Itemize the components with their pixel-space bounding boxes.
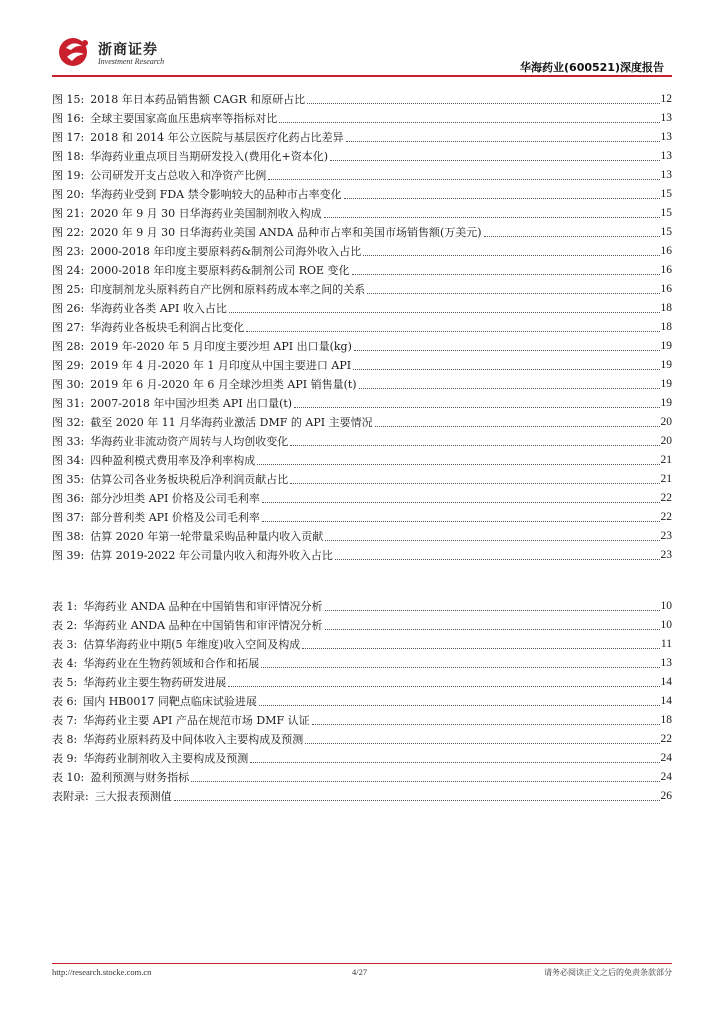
toc-entry-page: 21 <box>660 454 672 466</box>
figure-toc-entry[interactable] <box>52 373 672 392</box>
toc-entry-number: 图 26: <box>52 302 85 315</box>
dot-leader <box>324 213 660 218</box>
figure-toc-entry[interactable] <box>52 430 672 449</box>
toc-entry-title: 盈利预测与财务指标 <box>90 771 190 784</box>
dot-leader <box>294 403 659 408</box>
dot-leader <box>359 384 660 389</box>
dot-leader <box>290 441 659 446</box>
page-header <box>0 0 724 80</box>
dot-leader <box>191 777 659 782</box>
dot-leader <box>363 251 659 256</box>
toc-entry-number: 图 19: <box>52 169 85 182</box>
table-toc-entry[interactable] <box>52 766 672 785</box>
dot-leader <box>354 346 660 351</box>
toc-entry-page: 13 <box>660 150 672 162</box>
toc-entry-title: 华海药业非流动资产周转与人均创收变化 <box>90 435 289 448</box>
dot-leader <box>325 625 660 630</box>
toc-entry-number: 图 36: <box>52 492 85 505</box>
figure-toc-entry[interactable] <box>52 411 672 430</box>
dot-leader <box>228 682 659 687</box>
dot-leader <box>262 517 660 522</box>
dot-leader <box>259 701 660 706</box>
figure-toc-entry[interactable] <box>52 202 672 221</box>
toc-entry-title: 全球主要国家高血压患病率等指标对比 <box>90 112 278 125</box>
toc-entry-title: 华海药业在生物药领域和合作和拓展 <box>83 657 260 670</box>
dot-leader <box>250 758 659 763</box>
toc-entry-number: 表 4: <box>52 657 78 670</box>
toc-entry-page: 26 <box>660 790 672 802</box>
figure-toc-entry[interactable] <box>52 525 672 544</box>
dot-leader <box>375 422 660 427</box>
dot-leader <box>325 536 659 541</box>
toc-entry-title: 华海药业原料药及中间体收入主要构成及预测 <box>83 733 304 746</box>
toc-entry-page: 15 <box>660 188 672 200</box>
toc-entry-page: 20 <box>660 416 672 428</box>
toc-entry-number: 图 21: <box>52 207 85 220</box>
toc-entry-title: 估算 2020 年第一轮带量采购品种量内收入贡献 <box>90 530 324 543</box>
toc-entry-number: 图 32: <box>52 416 85 429</box>
header-rule <box>52 75 672 77</box>
dot-leader <box>330 156 659 161</box>
figure-toc-entry[interactable] <box>52 259 672 278</box>
figure-toc-entry[interactable] <box>52 392 672 411</box>
toc-entry-number: 图 28: <box>52 340 85 353</box>
dot-leader <box>352 270 660 275</box>
toc-entry-title: 估算华海药业中期(5 年维度)收入空间及构成 <box>83 638 301 651</box>
figure-toc-entry[interactable] <box>52 335 672 354</box>
toc-entry-title: 2000-2018 年印度主要原料药&制剂公司海外收入占比 <box>90 245 362 258</box>
toc-entry-page: 10 <box>660 600 672 612</box>
toc-entry-page: 12 <box>660 93 672 105</box>
toc-entry-title: 华海药业制剂收入主要构成及预测 <box>83 752 249 765</box>
toc-entry-number: 图 16: <box>52 112 85 125</box>
toc-entry-number: 图 20: <box>52 188 85 201</box>
report-title: 华海药业(600521)深度报告 <box>520 61 664 74</box>
dot-leader <box>302 644 660 649</box>
toc-entry-number: 图 17: <box>52 131 85 144</box>
figure-toc-entry[interactable] <box>52 487 672 506</box>
toc-entry-page: 15 <box>660 226 672 238</box>
toc-entry-title: 2000-2018 年印度主要原料药&制剂公司 ROE 变化 <box>90 264 350 277</box>
toc-entry-title: 华海药业主要生物药研发进展 <box>83 676 227 689</box>
toc-entry-number: 图 34: <box>52 454 85 467</box>
toc-entry-number: 表 3: <box>52 638 78 651</box>
toc-entry-title: 2018 和 2014 年公立医院与基层医疗化药占比差异 <box>90 131 344 144</box>
dot-leader <box>268 175 659 180</box>
toc-entry-page: 14 <box>660 676 672 688</box>
toc-entry-title: 2019 年 6 月-2020 年 6 月全球沙坦类 API 销售量(t) <box>90 378 357 391</box>
table-list <box>52 595 672 804</box>
figure-toc-entry[interactable] <box>52 297 672 316</box>
toc-entry-title: 2020 年 9 月 30 日华海药业美国制剂收入构成 <box>90 207 322 220</box>
table-toc-entry[interactable] <box>52 690 672 709</box>
figure-toc-entry[interactable] <box>52 88 672 107</box>
toc-entry-page: 10 <box>660 619 672 631</box>
toc-entry-title: 华海药业 ANDA 品种在中国销售和审评情况分析 <box>83 619 323 632</box>
dot-leader <box>307 99 659 104</box>
toc-entry-page: 23 <box>660 549 672 561</box>
toc-entry-page: 21 <box>660 473 672 485</box>
toc-entry-title: 部分沙坦类 API 价格及公司毛利率 <box>90 492 260 505</box>
dot-leader <box>257 460 659 465</box>
toc-entry-title: 2018 年日本药品销售额 CAGR 和原研占比 <box>90 93 306 106</box>
toc-entry-page: 19 <box>660 378 672 390</box>
figure-toc-entry[interactable] <box>52 126 672 145</box>
toc-entry-number: 图 35: <box>52 473 85 486</box>
table-toc-entry[interactable] <box>52 595 672 614</box>
toc-entry-number: 表 10: <box>52 771 85 784</box>
footer-url-link[interactable]: http://research.stocke.com.cn <box>52 967 152 977</box>
toc-entry-number: 表附录: <box>52 790 89 803</box>
zheshang-securities-logo-icon <box>58 36 92 68</box>
toc-entry-page: 19 <box>660 340 672 352</box>
figure-toc-entry[interactable] <box>52 316 672 335</box>
dot-leader <box>279 118 659 123</box>
toc-entry-number: 表 2: <box>52 619 78 632</box>
toc-entry-title: 华海药业各板块毛利润占比变化 <box>90 321 245 334</box>
toc-entry-page: 13 <box>660 169 672 181</box>
toc-entry-page: 16 <box>660 245 672 257</box>
table-toc-entry[interactable] <box>52 652 672 671</box>
toc-entry-page: 20 <box>660 435 672 447</box>
figure-list <box>52 88 672 563</box>
toc-entry-title: 公司研发开支占总收入和净资产比例 <box>90 169 267 182</box>
toc-entry-number: 图 38: <box>52 530 85 543</box>
figure-toc-entry[interactable] <box>52 183 672 202</box>
toc-entry-number: 图 39: <box>52 549 85 562</box>
toc-entry-page: 18 <box>660 714 672 726</box>
toc-entry-title: 三大报表预测值 <box>94 790 172 803</box>
toc-entry-page: 16 <box>660 283 672 295</box>
dot-leader <box>246 327 659 332</box>
toc-entry-number: 表 6: <box>52 695 78 708</box>
figure-toc-entry[interactable] <box>52 354 672 373</box>
dot-leader <box>174 796 660 801</box>
toc-entry-page: 23 <box>660 530 672 542</box>
table-toc-entry[interactable] <box>52 614 672 633</box>
toc-entry-page: 16 <box>660 264 672 276</box>
toc-entry-number: 表 9: <box>52 752 78 765</box>
figure-toc-entry[interactable] <box>52 164 672 183</box>
toc-entry-page: 11 <box>660 638 672 650</box>
figure-toc-entry[interactable] <box>52 449 672 468</box>
toc-entry-number: 图 37: <box>52 511 85 524</box>
toc-entry-number: 图 23: <box>52 245 85 258</box>
toc-entry-page: 15 <box>660 207 672 219</box>
toc-entry-title: 华海药业重点项目当期研发投入(费用化+资本化) <box>90 150 329 163</box>
toc-entry-title: 国内 HB0017 同靶点临床试验进展 <box>83 695 257 708</box>
dot-leader <box>353 365 659 370</box>
toc-entry-title: 华海药业各类 API 收入占比 <box>90 302 227 315</box>
dot-leader <box>335 555 660 560</box>
disclaimer-text: 请务必阅读正文之后的免责条款部分 <box>544 968 672 977</box>
toc-entry-page: 14 <box>660 695 672 707</box>
toc-entry-title: 估算公司各业务板块税后净利润贡献占比 <box>90 473 289 486</box>
dot-leader <box>312 720 660 725</box>
toc-entry-title: 截至 2020 年 11 月华海药业激活 DMF 的 API 主要情况 <box>90 416 373 429</box>
toc-entry-number: 图 22: <box>52 226 85 239</box>
toc-entry-number: 图 25: <box>52 283 85 296</box>
figure-toc-entry[interactable] <box>52 544 672 563</box>
brand-name: 浙商证券 <box>98 42 158 58</box>
toc-entry-title: 2019 年-2020 年 5 月印度主要沙坦 API 出口量(kg) <box>90 340 352 353</box>
dot-leader <box>346 137 660 142</box>
dot-leader <box>229 308 660 313</box>
toc-entry-page: 22 <box>660 511 672 523</box>
toc-entry-number: 表 8: <box>52 733 78 746</box>
toc-entry-page: 13 <box>660 657 672 669</box>
toc-entry-page: 22 <box>660 492 672 504</box>
toc-entry-page: 19 <box>660 397 672 409</box>
toc-entry-title: 部分普利类 API 价格及公司毛利率 <box>90 511 260 524</box>
toc-entry-title: 2020 年 9 月 30 日华海药业美国 ANDA 品种市占率和美国市场销售额(万美元) <box>90 226 482 239</box>
dot-leader <box>305 739 659 744</box>
toc-entry-title: 2019 年 4 月-2020 年 1 月印度从中国主要进口 API <box>90 359 352 372</box>
dot-leader <box>344 194 660 199</box>
toc-entry-number: 图 29: <box>52 359 85 372</box>
figure-toc-entry[interactable] <box>52 107 672 126</box>
toc-entry-number: 图 31: <box>52 397 85 410</box>
toc-entry-page: 18 <box>660 321 672 333</box>
toc-entry-page: 13 <box>660 131 672 143</box>
table-toc-entry[interactable] <box>52 728 672 747</box>
figure-toc-entry[interactable] <box>52 506 672 525</box>
toc-entry-number: 表 1: <box>52 600 78 613</box>
figure-toc-entry[interactable] <box>52 145 672 164</box>
figure-toc-entry[interactable] <box>52 278 672 297</box>
dot-leader <box>325 606 660 611</box>
footer-rule <box>52 963 672 964</box>
toc-entry-number: 图 30: <box>52 378 85 391</box>
toc-entry-title: 四种盈利模式费用率及净利率构成 <box>90 454 256 467</box>
toc-entry-page: 24 <box>660 771 672 783</box>
toc-entry-number: 表 7: <box>52 714 78 727</box>
dot-leader <box>261 663 659 668</box>
figure-toc-entry[interactable] <box>52 240 672 259</box>
page-number: 4/27 <box>352 967 368 977</box>
brand-subtitle: Investment Research <box>98 57 165 66</box>
dot-leader <box>262 498 660 503</box>
toc-entry-number: 表 5: <box>52 676 78 689</box>
table-toc-entry[interactable] <box>52 785 672 804</box>
toc-entry-number: 图 24: <box>52 264 85 277</box>
toc-entry-title: 2007-2018 年中国沙坦类 API 出口量(t) <box>90 397 293 410</box>
figure-toc-entry[interactable] <box>52 468 672 487</box>
dot-leader <box>484 232 660 237</box>
toc-entry-title: 估算 2019-2022 年公司量内收入和海外收入占比 <box>90 549 333 562</box>
toc-entry-number: 图 33: <box>52 435 85 448</box>
toc-entry-number: 图 27: <box>52 321 85 334</box>
toc-entry-title: 印度制剂龙头原料药自产比例和原料药成本率之间的关系 <box>90 283 366 296</box>
figure-toc-entry[interactable] <box>52 221 672 240</box>
toc-entry-page: 18 <box>660 302 672 314</box>
table-toc-entry[interactable] <box>52 671 672 690</box>
toc-entry-page: 22 <box>660 733 672 745</box>
dot-leader <box>290 479 659 484</box>
table-toc-entry[interactable] <box>52 633 672 652</box>
toc-entry-page: 19 <box>660 359 672 371</box>
dot-leader <box>367 289 659 294</box>
toc-entry-page: 13 <box>660 112 672 124</box>
toc-entry-number: 图 15: <box>52 93 85 106</box>
toc-entry-title: 华海药业主要 API 产品在规范市场 DMF 认证 <box>83 714 310 727</box>
table-toc-entry[interactable] <box>52 747 672 766</box>
toc-entry-number: 图 18: <box>52 150 85 163</box>
table-toc-entry[interactable] <box>52 709 672 728</box>
toc-entry-title: 华海药业受到 FDA 禁令影响较大的品种市占率变化 <box>90 188 342 201</box>
toc-entry-title: 华海药业 ANDA 品种在中国销售和审评情况分析 <box>83 600 323 613</box>
toc-entry-page: 24 <box>660 752 672 764</box>
